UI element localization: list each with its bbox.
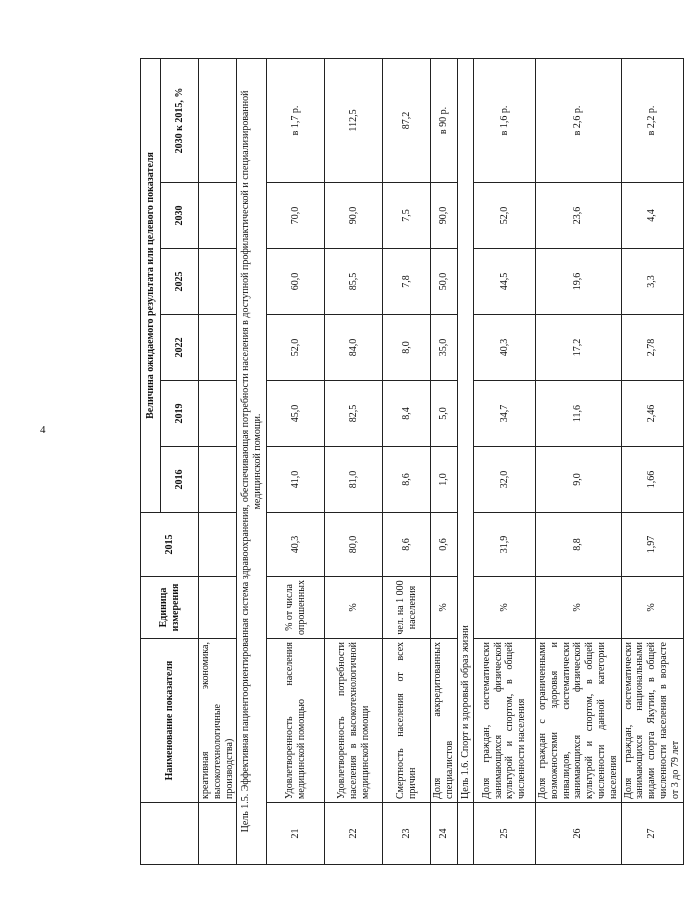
- col-name: Наименование показателя: [141, 639, 199, 803]
- indicator-table-rotated: [140, 59, 681, 865]
- col-number: [141, 803, 199, 865]
- col-year: 2019: [161, 381, 199, 447]
- goal-1-6-heading: Цель 1.6. Спорт и здоровый образ жизни: [457, 58, 473, 802]
- table-row: 27 Доля граждан, систематически занимающихся национальными видами спорта Якутии, в общей численности населения в возрасте от 3 до 79 лет % 1,97 1,66 2,46 2,78 3,3 4,4 в 2,2 р.: [621, 58, 683, 864]
- col-ratio: 2030 к 2015, %: [161, 58, 199, 182]
- goal-row: [237, 58, 267, 864]
- goal-row: [457, 58, 473, 864]
- goal-1-5-heading: Цель 1.5. Эффективная пациентоориентированная система здравоохранения, обеспечивающая потребности населения в доступной профилактической и специализированной медицинской помощи.: [237, 58, 267, 864]
- col-base-year: 2015: [141, 513, 199, 577]
- col-year: 2030: [161, 183, 199, 249]
- table-row: 22 Удовлетворенность потребности населения в высокотехнологичной медицинской помощи % 80,0 81,0 82,5 84,0 85,5 90,0 112,5: [325, 58, 383, 864]
- table-row: 21 Удовлетворенность населения медицинской помощью % от числа опрошенных 40,3 41,0 45,0 52,0 60,0 70,0 в 1,7 р.: [267, 58, 325, 864]
- page-number: 4: [40, 424, 46, 436]
- table-header: [141, 58, 199, 864]
- col-year: 2022: [161, 315, 199, 381]
- table-row: 23 Смертность населения от всех причин чел. на 1 000 населения 8,6 8,6 8,4 8,0 7,8 7,5 87,2: [383, 58, 431, 864]
- table-body: [199, 58, 684, 864]
- indicator-table: [140, 58, 684, 865]
- table-row: 24 Доля аккредитованных специалистов % 0,6 1,0 5,0 35,0 50,0 90,0 в 90 р.: [431, 58, 458, 864]
- col-unit: Единица измерения: [141, 577, 199, 639]
- col-year: 2016: [161, 447, 199, 513]
- table-row: 25 Доля граждан, систематически занимающихся физической культурой и спортом, в общей численности населения % 31,9 32,0 34,7 40,3 44,5 52,0 в 1,6 р.: [473, 58, 535, 864]
- table-row: 26 Доля граждан с ограниченными возможностями здоровья и инвалидов, систематически занимающихся физической культурой и спортом, в общей численности данной категории населения % 8,8 9,0 11,6 17,2 19,6 23,6 в 2,6 р.: [535, 58, 621, 864]
- col-year: 2025: [161, 249, 199, 315]
- table-row: [199, 58, 237, 864]
- continuation-text: креативная экономика, высокотехнологичные производства): [199, 639, 237, 803]
- col-group: Величина ожидаемого результата или целевого показателя: [141, 58, 161, 512]
